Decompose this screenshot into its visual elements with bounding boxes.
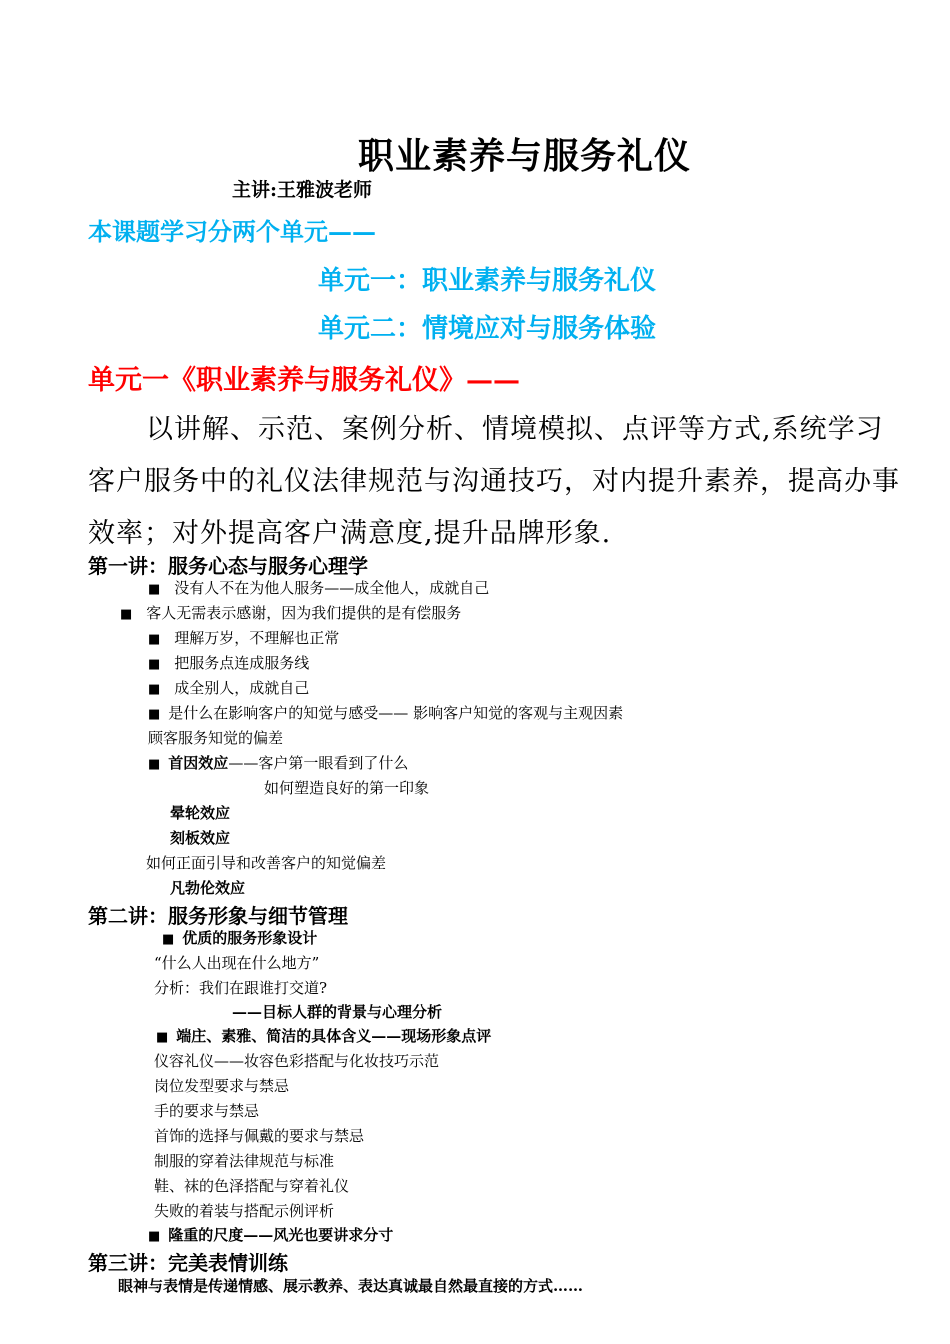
square-bullet-icon: ■ [148,707,161,722]
lecture-two-title: 第二讲：服务形象与细节管理 [88,904,348,928]
list-item: ■ 端庄、素雅、简洁的具体含义——现场形象点评 [156,1027,492,1045]
list-item: 如何塑造良好的第一印象 [264,779,430,797]
list-item: ■ 隆重的尺度——风光也要讲求分寸 [148,1226,394,1244]
list-item: ——目标人群的背景与心理分析 [232,1003,443,1021]
list-item: ■ 成全别人，成就自己 [148,679,310,697]
square-bullet-icon: ■ [156,1030,169,1045]
square-bullet-icon: ■ [148,682,161,697]
unit-one-paragraph: 以讲解、示范、案例分析、情境模拟、点评等方式,系统学习客户服务中的礼仪法律规范与沟通技巧，对内提升素养，提高办事效率；对外提高客户满意度,提升品牌形象. [88,414,900,549]
square-bullet-icon: ■ [120,607,133,622]
list-item: 眼神与表情是传递情感、展示教养、表达真诚最自然最直接的方式…… [118,1277,584,1295]
unit-one-heading: 单元一《职业素养与服务礼仪》—— [88,365,520,396]
list-item: ■ 客人无需表示感谢，因为我们提供的是有偿服务 [120,604,462,622]
list-item: ■ 是什么在影响客户的知觉与感受—— 影响客户知觉的客观与主观因素 [148,704,624,722]
list-item: 晕轮效应 [170,804,231,822]
list-item: 刻板效应 [170,829,231,847]
list-item: 如何正面引导和改善客户的知觉偏差 [146,854,387,872]
list-item: ■ 优质的服务形象设计 [162,929,318,947]
square-bullet-icon: ■ [148,632,161,647]
list-item: 失败的着装与搭配示例评析 [154,1202,335,1220]
list-item: 鞋、袜的色泽搭配与穿着礼仪 [154,1177,350,1195]
lecture-one-title: 第一讲：服务心态与服务心理学 [88,554,368,578]
square-bullet-icon: ■ [148,757,161,772]
list-item: 岗位发型要求与禁忌 [154,1077,290,1095]
square-bullet-icon: ■ [148,582,161,597]
speaker-line: 主讲:王雅波老师 [232,179,373,201]
unit-one-line: 单元一：职业素养与服务礼仪 [318,266,657,296]
list-item: ■ 首因效应——客户第一眼看到了什么 [148,754,409,772]
list-item: 制服的穿着法律规范与标准 [154,1152,335,1170]
list-item: 顾客服务知觉的偏差 [148,729,284,747]
list-item: 分析：我们在跟谁打交道? [154,979,328,997]
list-item: 手的要求与禁忌 [154,1102,260,1120]
list-item: 凡勃伦效应 [170,879,246,897]
list-item: ■ 没有人不在为他人服务——成全他人，成就自己 [148,579,490,597]
square-bullet-icon: ■ [162,932,175,947]
course-intro: 本课题学习分两个单元—— [88,217,376,246]
square-bullet-icon: ■ [148,1229,161,1244]
list-item: “什么人出现在什么地方” [154,954,320,972]
list-item: ■ 把服务点连成服务线 [148,654,310,672]
document-title: 职业素养与服务礼仪 [358,135,692,177]
lecture-three-title: 第三讲：完美表情训练 [88,1251,288,1275]
list-item: 仪容礼仪——妆容色彩搭配与化妆技巧示范 [154,1052,440,1070]
square-bullet-icon: ■ [148,657,161,672]
list-item: ■ 理解万岁，不理解也正常 [148,629,340,647]
list-item: 首饰的选择与佩戴的要求与禁忌 [154,1127,365,1145]
unit-two-line: 单元二：情境应对与服务体验 [318,314,657,344]
